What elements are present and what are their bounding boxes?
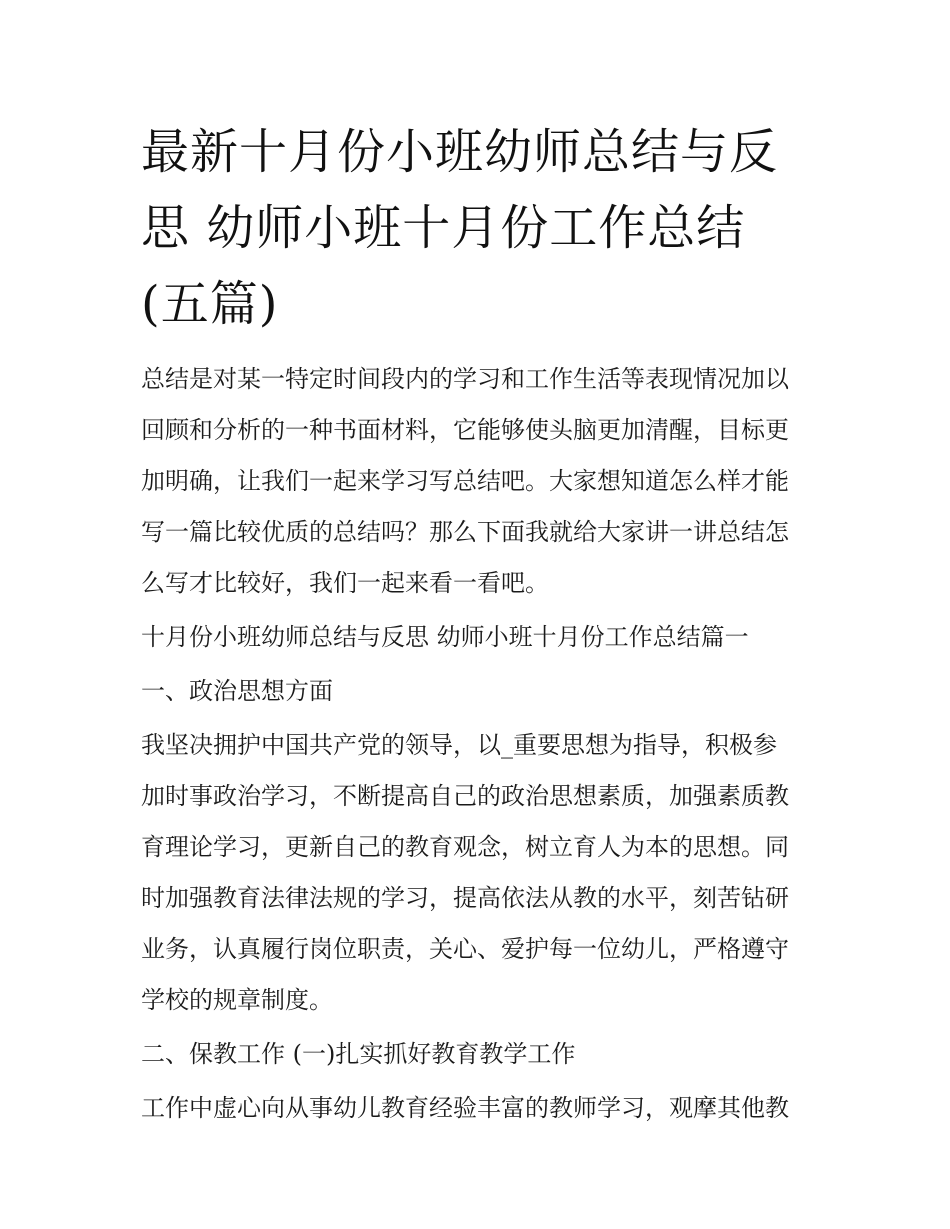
teaching-paragraph bbox=[141, 1083, 813, 1134]
text-line: 回顾和分析的一种书面材料，它能够使头脑更加清醒，目标更 bbox=[141, 416, 789, 444]
title-line: 思 幼师小班十月份工作总结 bbox=[141, 200, 746, 256]
document-title bbox=[141, 114, 813, 342]
title-line: 最新十月份小班幼师总结与反 bbox=[141, 124, 779, 180]
text-line: 时加强教育法律法规的学习，提高依法从教的水平，刻苦钻研 bbox=[141, 884, 789, 912]
section-title: 十月份小班幼师总结与反思 幼师小班十月份工作总结篇一 bbox=[141, 623, 749, 651]
title-line: (五篇) bbox=[141, 276, 279, 332]
text-line: 么写才比较好，我们一起来看一看吧。 bbox=[141, 569, 549, 597]
section-heading-politics: 一、政治思想方面 bbox=[141, 677, 333, 705]
section-heading-teaching: 二、保教工作 (一)扎实抓好教育教学工作 bbox=[141, 1040, 576, 1068]
text-line: 写一篇比较优质的总结吗？那么下面我就给大家讲一讲总结怎 bbox=[141, 518, 789, 546]
document-page bbox=[141, 114, 813, 1137]
text-line: 业务，认真履行岗位职责，关心、爱护每一位幼儿，严格遵守 bbox=[141, 935, 789, 963]
text-line: 总结是对某一特定时间段内的学习和工作生活等表现情况加以 bbox=[141, 365, 789, 393]
text-line: 我坚决拥护中国共产党的领导，以_重要思想为指导，积极参 bbox=[141, 731, 777, 759]
text-line: 育理论学习，更新自己的教育观念，树立育人为本的思想。同 bbox=[141, 833, 789, 861]
text-line: 加明确，让我们一起来学习写总结吧。大家想知道怎么样才能 bbox=[141, 467, 789, 495]
text-line: 加时事政治学习，不断提高自己的政治思想素质，加强素质教 bbox=[141, 782, 789, 810]
text-line: 学校的规章制度。 bbox=[141, 986, 333, 1014]
politics-paragraph bbox=[141, 720, 813, 1026]
intro-paragraph bbox=[141, 354, 813, 609]
text-line: 工作中虚心向从事幼儿教育经验丰富的教师学习，观摩其他教 bbox=[141, 1094, 789, 1122]
